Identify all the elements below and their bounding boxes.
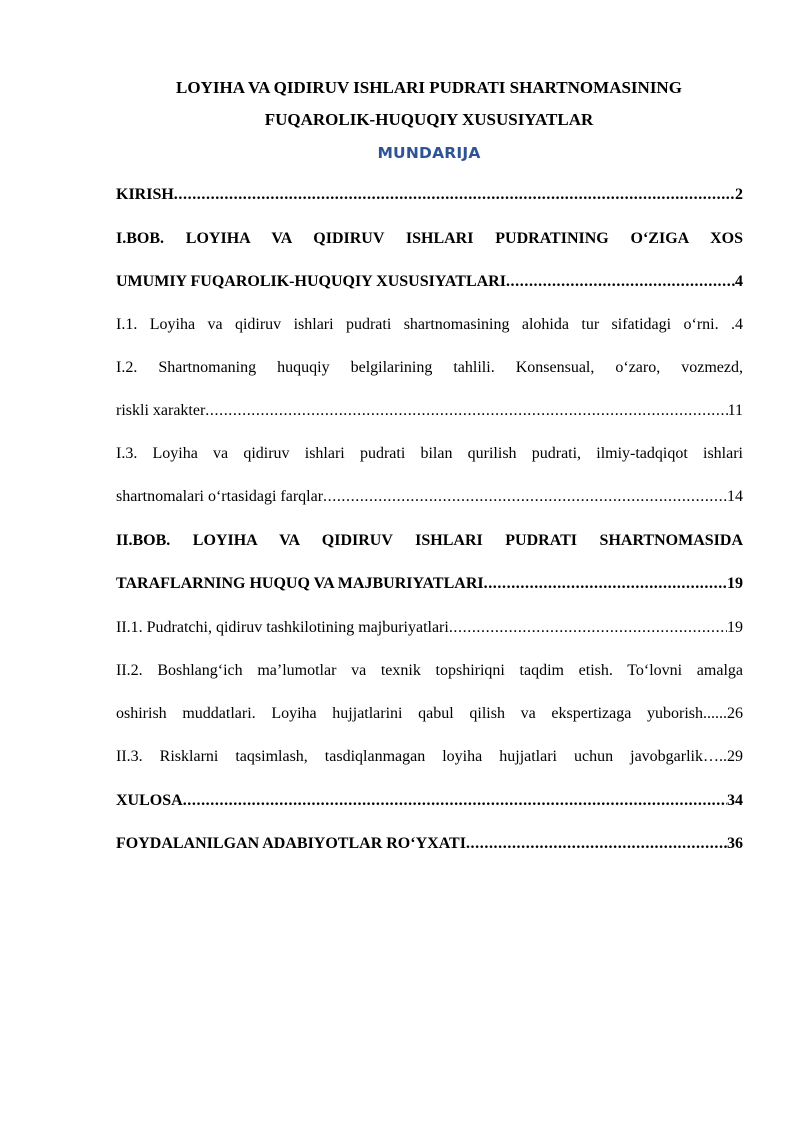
- toc-entry-label: II.1. Pudratchi, qidiruv tashkilotining majburiyatlari: [116, 619, 449, 636]
- toc-entry-1-3-line-2[interactable]: [116, 487, 743, 507]
- toc-entry-label: KIRISH: [116, 186, 174, 203]
- dot-leader: [449, 618, 727, 638]
- toc-heading: MUNDARIJA: [377, 144, 481, 162]
- dot-leader: [205, 401, 727, 421]
- toc-entry-bob1-line-1[interactable]: I.BOB. LOYIHA VA QIDIRUV ISHLARI PUDRATINING O‘ZIGA XOS: [116, 230, 743, 247]
- toc-page-number: 19: [727, 619, 743, 636]
- toc-entry-2-2-line-1[interactable]: II.2. Boshlang‘ich ma’lumotlar va texnik topshiriqni taqdim etish. To‘lovni amalga: [116, 662, 743, 679]
- toc-entry-bob2-line-1[interactable]: II.BOB. LOYIHA VA QIDIRUV ISHLARI PUDRATI SHARTNOMASIDA: [116, 532, 743, 549]
- toc-page-number: 14: [727, 488, 743, 505]
- toc-entry-label: FOYDALANILGAN ADABIYOTLAR RO‘YXATI: [116, 835, 466, 852]
- toc-entry-kirish[interactable]: [116, 185, 743, 205]
- toc-page-number: 34: [727, 792, 743, 809]
- toc-entry-1-1[interactable]: I.1. Loyiha va qidiruv ishlari pudrati shartnomasining alohida tur sifatidagi o‘rni. .4: [116, 316, 743, 333]
- toc-entry-1-3-line-1[interactable]: I.3. Loyiha va qidiruv ishlari pudrati bilan qurilish pudrati, ilmiy-tadqiqot ishlari: [116, 445, 743, 462]
- dot-leader: [174, 185, 735, 205]
- toc-page-number: 11: [727, 402, 743, 419]
- toc-entry-foydalanilgan[interactable]: [116, 834, 743, 854]
- dot-leader: [506, 272, 735, 292]
- toc-page-number: 19: [727, 575, 743, 592]
- toc-page-number: 4: [735, 273, 743, 290]
- toc-entry-label: UMUMIY FUQAROLIK-HUQUQIY XUSUSIYATLARI: [116, 273, 506, 290]
- dot-leader: [183, 791, 727, 811]
- toc-page-number: 2: [735, 186, 743, 203]
- toc-entry-2-2-line-2[interactable]: oshirish muddatlari. Loyiha hujjatlarini qabul qilish va ekspertizaga yuborish......26: [116, 705, 743, 722]
- toc-entry-2-3[interactable]: II.3. Risklarni taqsimlash, tasdiqlanmagan loyiha hujjatlari uchun javobgarlik…..29: [116, 748, 743, 765]
- dot-leader: [484, 574, 727, 594]
- document-title-line-1: LOYIHA VA QIDIRUV ISHLARI PUDRATI SHARTNOMASINING: [176, 78, 682, 97]
- toc-entry-bob1-line-2[interactable]: [116, 272, 743, 292]
- toc-entry-bob2-line-2[interactable]: [116, 574, 743, 594]
- dot-leader: [323, 487, 727, 507]
- dot-leader: [466, 834, 727, 854]
- toc-entry-label: shartnomalari o‘rtasidagi farqlar: [116, 488, 324, 505]
- toc-page-number: 36: [727, 835, 743, 852]
- toc-entry-xulosa[interactable]: [116, 791, 743, 811]
- toc-entry-label: XULOSA: [116, 792, 183, 809]
- toc-entry-label: TARAFLARNING HUQUQ VA MAJBURIYATLARI: [116, 575, 484, 592]
- document-title-line-2: FUQAROLIK-HUQUQIY XUSUSIYATLAR: [264, 110, 594, 129]
- toc-entry-2-1[interactable]: [116, 618, 743, 638]
- toc-entry-1-2-line-2[interactable]: [116, 401, 743, 421]
- toc-entry-label: riskli xarakter: [116, 402, 206, 419]
- toc-entry-1-2-line-1[interactable]: I.2. Shartnomaning huquqiy belgilarining tahlili. Konsensual, o‘zaro, vozmezd,: [116, 359, 743, 376]
